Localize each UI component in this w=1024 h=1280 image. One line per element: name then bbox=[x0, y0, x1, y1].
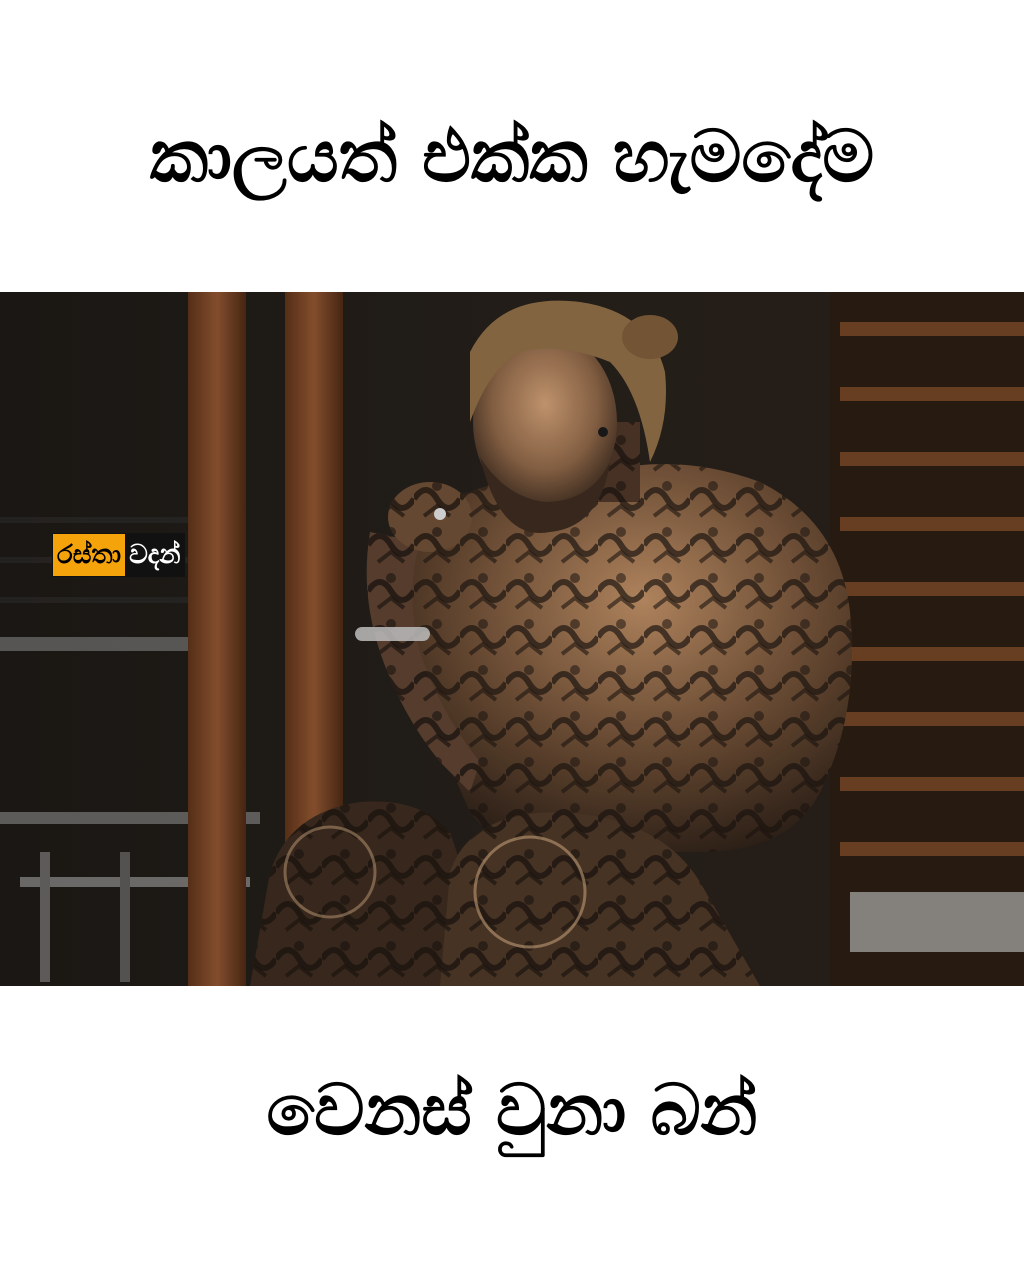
photo-illustration bbox=[0, 292, 1024, 986]
watermark-part-two: වදන් bbox=[125, 534, 184, 576]
bottom-caption: වෙනස් වුනා බන් bbox=[266, 1069, 758, 1151]
meme-photo bbox=[0, 292, 1024, 986]
top-caption: කාලයත් එක්ක හැමදේම bbox=[149, 114, 875, 198]
watermark-logo bbox=[52, 533, 185, 577]
watermark-part-one: රස්තා bbox=[53, 534, 125, 576]
